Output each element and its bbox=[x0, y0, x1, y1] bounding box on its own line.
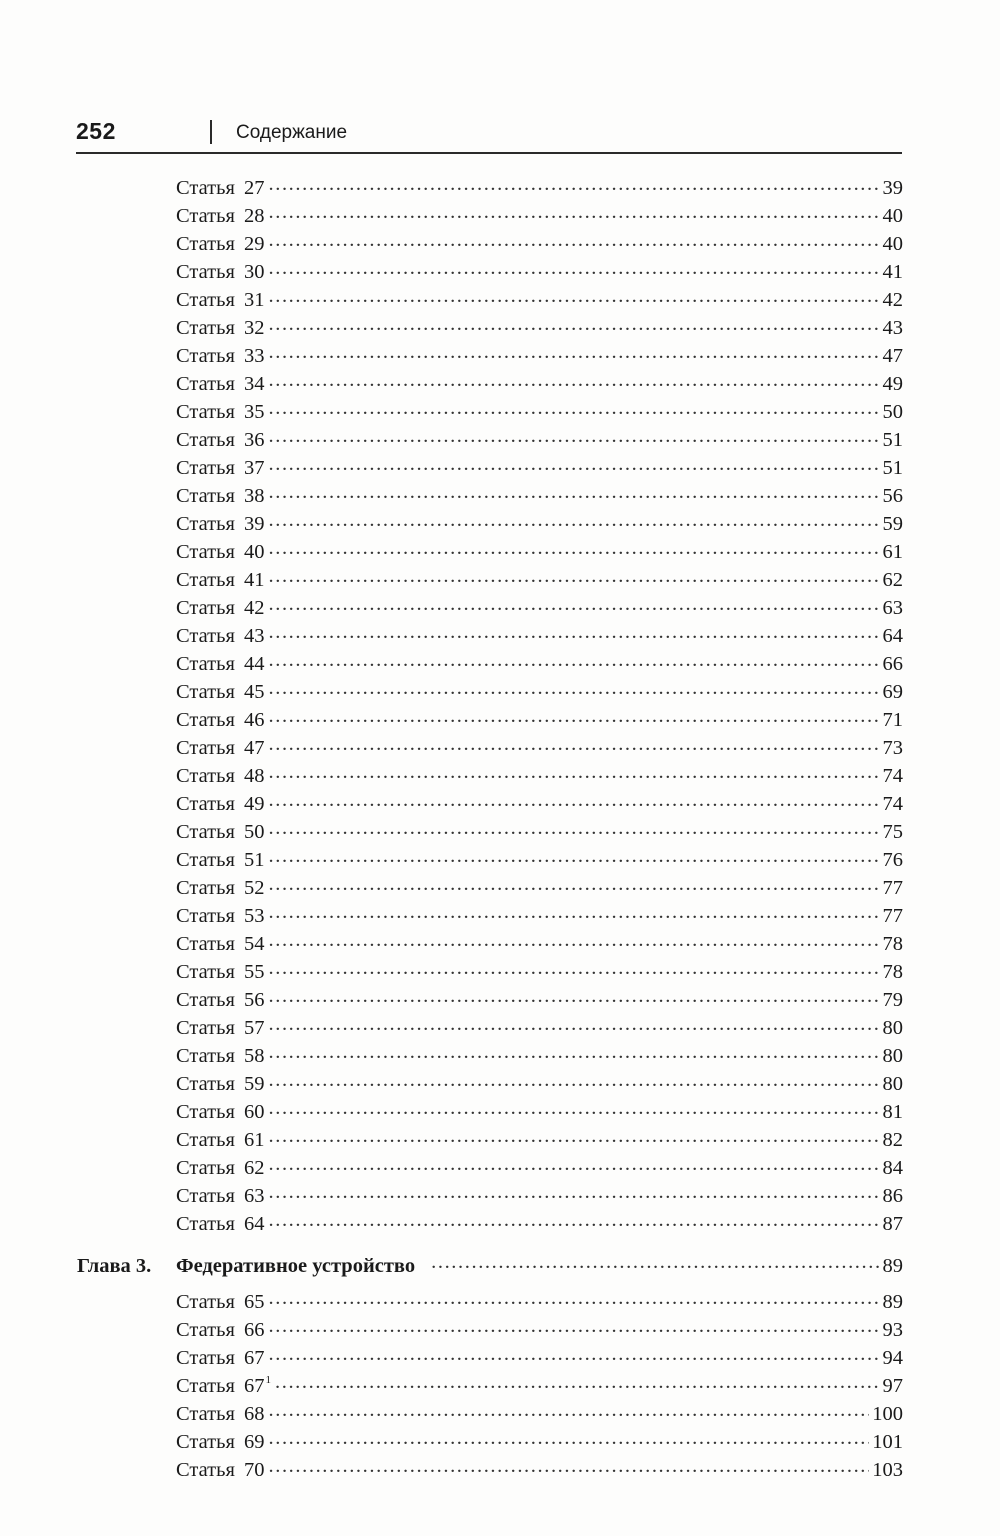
entry-label: Статья bbox=[176, 485, 235, 507]
dot-leader bbox=[269, 424, 880, 446]
entry-label: Статья bbox=[176, 961, 235, 983]
entry-label: Статья bbox=[176, 373, 235, 395]
toc-entry bbox=[176, 648, 903, 676]
article-number: 70 bbox=[244, 1459, 265, 1481]
article-number: 58 bbox=[244, 1045, 265, 1067]
entry-label: Статья bbox=[176, 513, 235, 535]
page-number: 252 bbox=[76, 118, 116, 144]
dot-leader bbox=[269, 536, 880, 558]
entry-label: Статья bbox=[176, 1157, 235, 1179]
article-number: 38 bbox=[244, 485, 265, 507]
page-ref: 69 bbox=[882, 681, 903, 703]
article-number: 56 bbox=[244, 989, 265, 1011]
toc-entry bbox=[176, 564, 903, 592]
dot-leader bbox=[269, 200, 880, 222]
dot-leader bbox=[269, 1012, 880, 1034]
toc-entry bbox=[176, 1180, 903, 1208]
article-number: 63 bbox=[244, 1185, 265, 1207]
page-ref: 86 bbox=[882, 1185, 903, 1207]
page-ref: 76 bbox=[882, 849, 903, 871]
dot-leader bbox=[269, 1124, 880, 1146]
entry-label: Статья bbox=[176, 793, 235, 815]
entry-label: Статья bbox=[176, 289, 235, 311]
entry-label: Статья bbox=[176, 709, 235, 731]
article-number: 66 bbox=[244, 1319, 265, 1341]
article-number: 49 bbox=[244, 793, 265, 815]
entry-label: Статья bbox=[176, 737, 235, 759]
toc-entry bbox=[176, 508, 903, 536]
article-number: 69 bbox=[244, 1431, 265, 1453]
running-head bbox=[76, 116, 902, 154]
chapter-number: Глава 3. bbox=[77, 1255, 152, 1277]
article-number: 32 bbox=[244, 317, 265, 339]
entry-label: Статья bbox=[176, 1073, 235, 1095]
dot-leader bbox=[431, 1250, 879, 1272]
dot-leader bbox=[269, 816, 880, 838]
entry-label: Статья bbox=[176, 1129, 235, 1151]
toc-entry bbox=[176, 1040, 903, 1068]
dot-leader bbox=[269, 1454, 870, 1476]
entry-label: Статья bbox=[176, 345, 235, 367]
dot-leader bbox=[269, 312, 880, 334]
toc-entry bbox=[176, 956, 903, 984]
article-number: 53 bbox=[244, 905, 265, 927]
toc-entry bbox=[176, 1124, 903, 1152]
entry-label: Статья bbox=[176, 205, 235, 227]
page-ref: 40 bbox=[882, 233, 903, 255]
article-number: 37 bbox=[244, 457, 265, 479]
toc-entry bbox=[176, 704, 903, 732]
dot-leader bbox=[269, 648, 880, 670]
toc-entry bbox=[176, 984, 903, 1012]
entry-label: Статья bbox=[176, 933, 235, 955]
page-ref: 78 bbox=[882, 933, 903, 955]
page-ref: 103 bbox=[872, 1459, 903, 1481]
toc-entry bbox=[176, 536, 903, 564]
toc-entry bbox=[176, 200, 903, 228]
entry-label: Статья bbox=[176, 849, 235, 871]
article-number: 50 bbox=[244, 821, 265, 843]
entry-label: Статья bbox=[176, 1459, 235, 1481]
page-ref: 41 bbox=[882, 261, 903, 283]
article-number: 33 bbox=[244, 345, 265, 367]
dot-leader bbox=[269, 172, 880, 194]
page-ref: 79 bbox=[882, 989, 903, 1011]
page-ref: 63 bbox=[882, 597, 903, 619]
entry-label: Статья bbox=[176, 261, 235, 283]
toc-entry bbox=[176, 676, 903, 704]
page-ref: 81 bbox=[882, 1101, 903, 1123]
article-number: 30 bbox=[244, 261, 265, 283]
page-ref: 80 bbox=[882, 1045, 903, 1067]
page-ref: 50 bbox=[882, 401, 903, 423]
toc-entry bbox=[176, 900, 903, 928]
page-ref: 77 bbox=[882, 877, 903, 899]
page-ref: 82 bbox=[882, 1129, 903, 1151]
toc-entry bbox=[176, 1068, 903, 1096]
entry-label: Статья bbox=[176, 989, 235, 1011]
article-number: 34 bbox=[244, 373, 265, 395]
toc-entry bbox=[176, 760, 903, 788]
dot-leader bbox=[269, 704, 880, 726]
page-ref: 100 bbox=[872, 1403, 903, 1425]
article-number: 27 bbox=[244, 177, 265, 199]
article-superscript: 1 bbox=[265, 1374, 271, 1386]
article-number: 59 bbox=[244, 1073, 265, 1095]
dot-leader bbox=[269, 732, 880, 754]
toc-entry bbox=[176, 312, 903, 340]
article-number: 64 bbox=[244, 1213, 265, 1235]
page-ref: 62 bbox=[882, 569, 903, 591]
toc-entry bbox=[176, 1398, 903, 1426]
dot-leader bbox=[275, 1370, 880, 1392]
toc-entry bbox=[176, 1314, 903, 1342]
toc-entry bbox=[176, 480, 903, 508]
article-number: 60 bbox=[244, 1101, 265, 1123]
dot-leader bbox=[269, 844, 880, 866]
dot-leader bbox=[269, 1068, 880, 1090]
page-ref: 74 bbox=[882, 793, 903, 815]
page-ref: 89 bbox=[882, 1291, 903, 1313]
dot-leader bbox=[269, 396, 880, 418]
toc-entry bbox=[176, 1096, 903, 1124]
entry-label: Статья bbox=[176, 429, 235, 451]
article-number: 65 bbox=[244, 1291, 265, 1313]
entry-label: Статья bbox=[176, 1403, 235, 1425]
article-number: 41 bbox=[244, 569, 265, 591]
entry-label: Статья bbox=[176, 1319, 235, 1341]
entry-label: Статья bbox=[176, 821, 235, 843]
article-number: 67 bbox=[244, 1347, 265, 1369]
dot-leader bbox=[269, 760, 880, 782]
dot-leader bbox=[269, 1314, 880, 1336]
dot-leader bbox=[269, 340, 880, 362]
page-ref: 78 bbox=[882, 961, 903, 983]
page-ref: 40 bbox=[882, 205, 903, 227]
dot-leader bbox=[269, 1286, 880, 1308]
entry-label: Статья bbox=[176, 401, 235, 423]
toc-entry bbox=[176, 732, 903, 760]
dot-leader bbox=[269, 508, 880, 530]
toc-entry bbox=[176, 256, 903, 284]
entry-label: Статья bbox=[176, 653, 235, 675]
dot-leader bbox=[269, 1426, 870, 1448]
header-separator bbox=[210, 120, 212, 144]
article-number: 48 bbox=[244, 765, 265, 787]
toc-entry bbox=[176, 928, 903, 956]
toc-entry bbox=[176, 1454, 903, 1482]
entry-label: Статья bbox=[176, 541, 235, 563]
dot-leader bbox=[269, 480, 880, 502]
article-number: 28 bbox=[244, 205, 265, 227]
article-number: 47 bbox=[244, 737, 265, 759]
toc-entry bbox=[176, 1370, 903, 1398]
page-ref: 101 bbox=[872, 1431, 903, 1453]
article-number: 42 bbox=[244, 597, 265, 619]
article-number: 29 bbox=[244, 233, 265, 255]
article-number: 43 bbox=[244, 625, 265, 647]
dot-leader bbox=[269, 956, 880, 978]
entry-label: Статья bbox=[176, 877, 235, 899]
entry-label: Статья bbox=[176, 177, 235, 199]
entry-label: Статья bbox=[176, 625, 235, 647]
article-number: 44 bbox=[244, 653, 265, 675]
toc-entry bbox=[176, 340, 903, 368]
page-ref: 75 bbox=[882, 821, 903, 843]
page-ref: 42 bbox=[882, 289, 903, 311]
article-number: 31 bbox=[244, 289, 265, 311]
page-ref: 74 bbox=[882, 765, 903, 787]
toc-entry bbox=[176, 424, 903, 452]
toc-entry bbox=[176, 172, 903, 200]
article-number: 54 bbox=[244, 933, 265, 955]
entry-label: Статья bbox=[176, 1347, 235, 1369]
dot-leader bbox=[269, 228, 880, 250]
article-number: 61 bbox=[244, 1129, 265, 1151]
dot-leader bbox=[269, 592, 880, 614]
page-ref: 51 bbox=[882, 429, 903, 451]
toc-entry bbox=[176, 368, 903, 396]
page-ref: 56 bbox=[882, 485, 903, 507]
page-ref: 80 bbox=[882, 1017, 903, 1039]
dot-leader bbox=[269, 1096, 880, 1118]
page-ref: 61 bbox=[882, 541, 903, 563]
chapter-title: Федеративное устройство bbox=[176, 1255, 416, 1277]
page-ref: 49 bbox=[882, 373, 903, 395]
page-ref: 87 bbox=[882, 1213, 903, 1235]
dot-leader bbox=[269, 284, 880, 306]
entry-label: Статья bbox=[176, 681, 235, 703]
entry-label: Статья bbox=[176, 597, 235, 619]
page-ref: 66 bbox=[882, 653, 903, 675]
page-ref: 39 bbox=[882, 177, 903, 199]
dot-leader bbox=[269, 928, 880, 950]
toc-entry bbox=[176, 620, 903, 648]
entry-label: Статья bbox=[176, 1291, 235, 1313]
toc-entry bbox=[176, 1012, 903, 1040]
toc-entry bbox=[176, 1342, 903, 1370]
article-number: 39 bbox=[244, 513, 265, 535]
article-number: 62 bbox=[244, 1157, 265, 1179]
toc-entry bbox=[176, 452, 903, 480]
page-ref: 64 bbox=[882, 625, 903, 647]
page-ref: 97 bbox=[882, 1375, 903, 1397]
article-number: 57 bbox=[244, 1017, 265, 1039]
toc-entry bbox=[176, 592, 903, 620]
page-ref: 73 bbox=[882, 737, 903, 759]
toc-entry bbox=[176, 872, 903, 900]
entry-label: Статья bbox=[176, 1213, 235, 1235]
entry-label: Статья bbox=[176, 317, 235, 339]
page-ref: 43 bbox=[882, 317, 903, 339]
toc-entry bbox=[176, 816, 903, 844]
entry-label: Статья bbox=[176, 1375, 235, 1397]
toc-entry bbox=[176, 228, 903, 256]
page-ref: 59 bbox=[882, 513, 903, 535]
dot-leader bbox=[269, 1180, 880, 1202]
article-number: 45 bbox=[244, 681, 265, 703]
chapter-heading bbox=[77, 1250, 903, 1280]
entry-label: Статья bbox=[176, 457, 235, 479]
toc-entry bbox=[176, 396, 903, 424]
toc-entry bbox=[176, 788, 903, 816]
dot-leader bbox=[269, 368, 880, 390]
page-ref: 84 bbox=[882, 1157, 903, 1179]
page-ref: 71 bbox=[882, 709, 903, 731]
article-number: 46 bbox=[244, 709, 265, 731]
entry-label: Статья bbox=[176, 1431, 235, 1453]
article-number: 40 bbox=[244, 541, 265, 563]
page-ref: 80 bbox=[882, 1073, 903, 1095]
toc-entry bbox=[176, 1286, 903, 1314]
dot-leader bbox=[269, 788, 880, 810]
article-number: 52 bbox=[244, 877, 265, 899]
entry-label: Статья bbox=[176, 1185, 235, 1207]
page-ref: 93 bbox=[882, 1319, 903, 1341]
article-number: 51 bbox=[244, 849, 265, 871]
article-number: 35 bbox=[244, 401, 265, 423]
dot-leader bbox=[269, 256, 880, 278]
article-number: 36 bbox=[244, 429, 265, 451]
dot-leader bbox=[269, 564, 880, 586]
page-ref: 47 bbox=[882, 345, 903, 367]
dot-leader bbox=[269, 1208, 880, 1230]
entry-label: Статья bbox=[176, 1101, 235, 1123]
entry-label: Статья bbox=[176, 1017, 235, 1039]
entry-label: Статья bbox=[176, 1045, 235, 1067]
page-ref: 77 bbox=[882, 905, 903, 927]
article-number: $67^1$ bbox=[244, 1374, 271, 1397]
toc-entry bbox=[176, 1152, 903, 1180]
dot-leader bbox=[269, 1342, 880, 1364]
toc-entry bbox=[176, 1208, 903, 1236]
running-head-title: Содержание bbox=[236, 122, 348, 143]
entry-label: Статья bbox=[176, 905, 235, 927]
dot-leader bbox=[269, 620, 880, 642]
dot-leader bbox=[269, 900, 880, 922]
dot-leader bbox=[269, 676, 880, 698]
article-number: 55 bbox=[244, 961, 265, 983]
entry-label: Статья bbox=[176, 233, 235, 255]
dot-leader bbox=[269, 1152, 880, 1174]
dot-leader bbox=[269, 872, 880, 894]
entry-label: Статья bbox=[176, 765, 235, 787]
dot-leader bbox=[269, 452, 880, 474]
toc-entry bbox=[176, 844, 903, 872]
dot-leader bbox=[269, 1398, 870, 1420]
page-ref: 94 bbox=[882, 1347, 903, 1369]
chapter-page-ref: 89 bbox=[882, 1255, 903, 1277]
dot-leader bbox=[269, 1040, 880, 1062]
toc-entry bbox=[176, 1426, 903, 1454]
page-ref: 51 bbox=[882, 457, 903, 479]
entry-label: Статья bbox=[176, 569, 235, 591]
toc-entry bbox=[176, 284, 903, 312]
article-number: 68 bbox=[244, 1403, 265, 1425]
dot-leader bbox=[269, 984, 880, 1006]
